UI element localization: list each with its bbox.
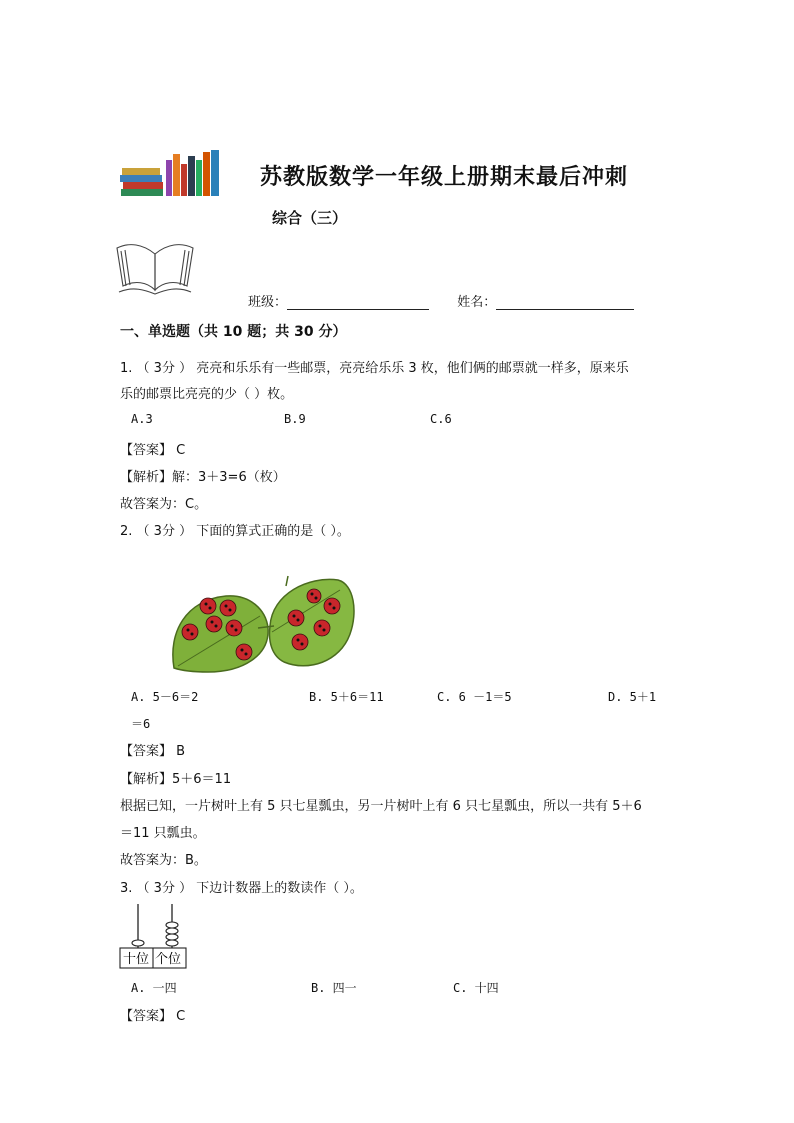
question-1-answer: [120, 439, 185, 458]
answer-label: 【答案】: [120, 1009, 173, 1024]
question-2-option-a[interactable]: A. 5－6＝2: [131, 690, 199, 704]
question-1-option-b[interactable]: B.9: [284, 412, 306, 426]
abacus-image: [118, 902, 190, 970]
question-1-option-a[interactable]: A.3: [131, 412, 153, 426]
student-info-row: [248, 291, 634, 310]
class-field[interactable]: [287, 295, 429, 310]
answer-label: 【答案】: [120, 744, 173, 759]
question-1-option-c[interactable]: C.6: [430, 412, 452, 426]
open-book-icon: [115, 236, 197, 298]
books-logo: [120, 148, 222, 198]
ladybug-leaves-image: [168, 572, 360, 676]
question-2-option-b[interactable]: B. 5＋6＝11: [309, 690, 384, 704]
question-1-text-line2: 乐的邮票比亮亮的少（ ）枚。: [120, 387, 294, 402]
abacus-tens-label: 十位: [123, 952, 150, 967]
answer-value: C: [176, 443, 186, 458]
question-3-option-c[interactable]: C. 十四: [453, 981, 499, 995]
question-2-conclusion: 故答案为：B。: [120, 853, 207, 868]
question-2-option-d-continued: ＝6: [131, 717, 151, 731]
name-label: 姓名：: [457, 295, 497, 310]
question-2-analysis-line3: ＝11 只瓢虫。: [120, 826, 206, 841]
question-2-analysis-line2: 根据已知，一片树叶上有 5 只七星瓢虫，另一片树叶上有 6 只七星瓢虫，所以一共有 5＋6: [120, 799, 642, 814]
page-title: 苏教版数学一年级上册期末最后冲刺: [260, 164, 629, 190]
analysis-label: 【解析】: [120, 772, 173, 787]
page-subtitle: 综合（三）: [272, 209, 348, 227]
question-3-answer: [120, 1005, 185, 1024]
answer-value: C: [176, 1009, 186, 1024]
analysis-text: 5＋6＝11: [172, 772, 232, 787]
question-2-text: 2. （ 3分 ） 下面的算式正确的是（ ）。: [120, 524, 350, 539]
answer-value: B: [176, 744, 186, 759]
section-heading: 一、单选题（共 10 题；共 30 分）: [120, 324, 347, 340]
question-1-analysis: [120, 466, 286, 485]
question-3-option-b[interactable]: B. 四一: [311, 981, 357, 995]
class-label: 班级：: [248, 295, 288, 310]
question-3-option-a[interactable]: A. 一四: [131, 981, 177, 995]
question-1-text-line1: 1. （ 3分 ） 亮亮和乐乐有一些邮票，亮亮给乐乐 3 枚，他们俩的邮票就一样多，原来乐: [120, 361, 629, 376]
abacus-ones-label: 个位: [155, 952, 182, 967]
name-field[interactable]: [496, 295, 634, 310]
question-2-option-c[interactable]: C. 6 －1＝5: [437, 690, 512, 704]
question-2-option-d[interactable]: D. 5＋1: [608, 690, 657, 704]
question-2-analysis: [120, 768, 231, 787]
question-3-text: 3. （ 3分 ） 下边计数器上的数读作（ ）。: [120, 881, 363, 896]
question-1-conclusion: 故答案为：C。: [120, 497, 208, 512]
analysis-text: 解：3＋3=6（枚）: [172, 470, 286, 485]
analysis-label: 【解析】: [120, 470, 173, 485]
answer-label: 【答案】: [120, 443, 173, 458]
question-2-answer: [120, 740, 185, 759]
